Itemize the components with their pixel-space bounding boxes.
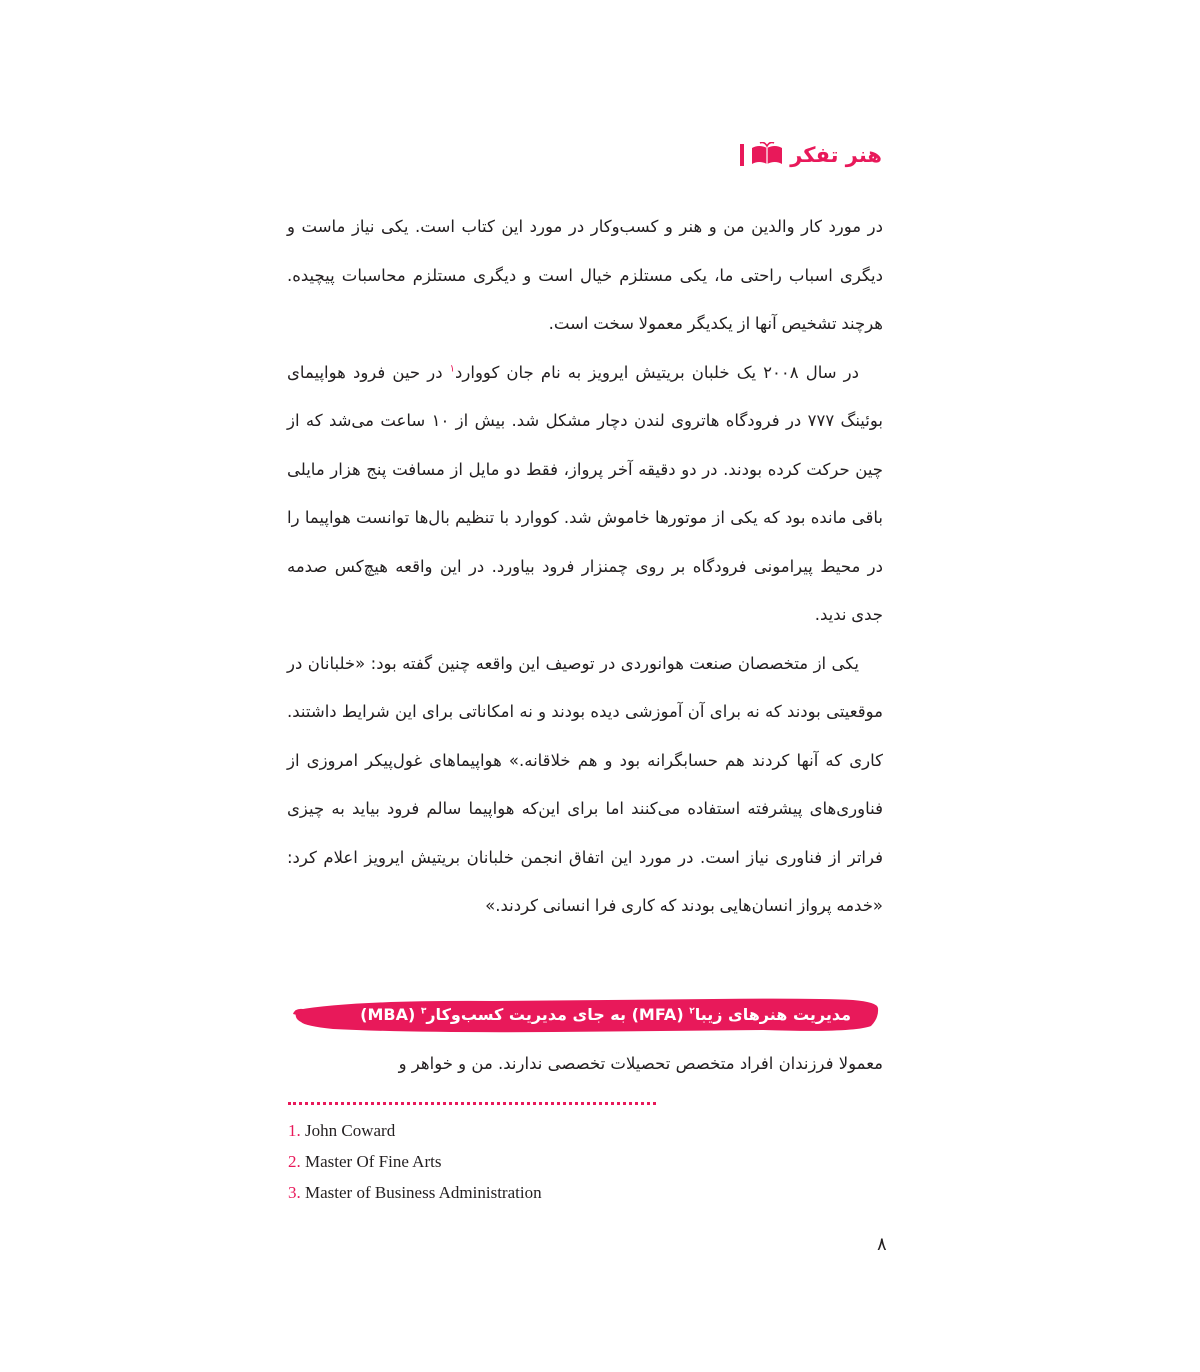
footnote-text: John Coward bbox=[300, 1121, 396, 1140]
heading-part-mfa: مدیریت هنرهای زیبا bbox=[694, 1005, 851, 1024]
heading-part-middle: (MFA) به جای مدیریت کسب‌وکار bbox=[426, 1005, 690, 1024]
paragraph-2 bbox=[287, 349, 883, 640]
footnote-ref-3[interactable]: ۳ bbox=[420, 1006, 427, 1017]
footnote-number: 3. bbox=[288, 1183, 301, 1202]
footnote-divider bbox=[288, 1102, 656, 1105]
running-head bbox=[740, 140, 882, 170]
section-first-line: معمولا فرزندان افراد متخصص تحصیلات تخصصی ندارند. من و خواهر و bbox=[398, 1054, 883, 1073]
section-heading bbox=[293, 996, 881, 1036]
book-icon bbox=[750, 142, 784, 168]
paragraph-2-start: در سال ۲۰۰۸ یک خلبان بریتیش ایرویز به نام جان کووارد bbox=[455, 362, 860, 382]
page-number: ۸ bbox=[877, 1234, 887, 1255]
running-head-title: هنر تفکر bbox=[790, 143, 882, 167]
heading-part-mba: (MBA) bbox=[360, 1005, 421, 1024]
footnote-ref-1[interactable]: ۱ bbox=[449, 363, 456, 374]
footnote-number: 2. bbox=[288, 1152, 301, 1171]
footnotes bbox=[288, 1115, 848, 1208]
footnote-number: 1. bbox=[288, 1121, 301, 1140]
paragraph-2-rest: در حین فرود هواپیمای بوئینگ ۷۷۷ در فرودگاه هاتروی لندن دچار مشکل شد. بیش از ۱۰ ساعت می‌شد که از چین حرکت کرده بودند. در دو دقیقه آخر پرواز، فقط دو مایل از مسافت پنج هزار مایلی باقی مانده بود که یکی از موتورها خاموش شد. کووارد با تنظیم بال‌ها توانست هواپیما را در محیط پیرامونی فرودگاه بر روی چمنزار فرود بیاورد. در این واقعه هیچ‌کس صدمه جدی ندید. bbox=[287, 362, 883, 624]
footnote-ref-2[interactable]: ۲ bbox=[689, 1006, 695, 1017]
body-text bbox=[287, 203, 883, 931]
footnote-3 bbox=[288, 1177, 848, 1208]
section-heading-text bbox=[360, 1002, 851, 1028]
footnote-text: Master Of Fine Arts bbox=[300, 1152, 442, 1171]
running-head-bar bbox=[740, 144, 744, 166]
footnote-text: Master of Business Administration bbox=[300, 1183, 542, 1202]
paragraph-1: در مورد کار والدین من و هنر و کسب‌وکار در مورد این کتاب است. یکی نیاز ماست و دیگری اسباب راحتی ما، یکی مستلزم خیال است و دیگری مستلزم محاسبات پیچیده. هرچند تشخیص آنها از یکدیگر معمولا سخت است. bbox=[287, 217, 883, 333]
paragraph-3: یکی از متخصصان صنعت هوانوردی در توصیف این واقعه چنین گفته بود: «خلبانان در موقعیتی بودند که نه برای آن آموزشی دیده بودند و نه امکاناتی برای این شرایط داشتند. کاری که آنها کردند هم حسابگرانه بود و هم خلاقانه.» هواپیماهای غول‌پیکر امروزی از فناوری‌های پیشرفته استفاده می‌کنند اما برای این‌که هواپیما سالم فرود بیاید به چیزی فراتر از فناوری نیاز است. در مورد این اتفاق انجمن خلبانان بریتیش ایرویز اعلام کرد: «خدمه پرواز انسان‌هایی بودند که کاری فرا انسانی کردند.» bbox=[287, 653, 883, 915]
footnote-2 bbox=[288, 1146, 848, 1177]
footnote-1 bbox=[288, 1115, 848, 1146]
